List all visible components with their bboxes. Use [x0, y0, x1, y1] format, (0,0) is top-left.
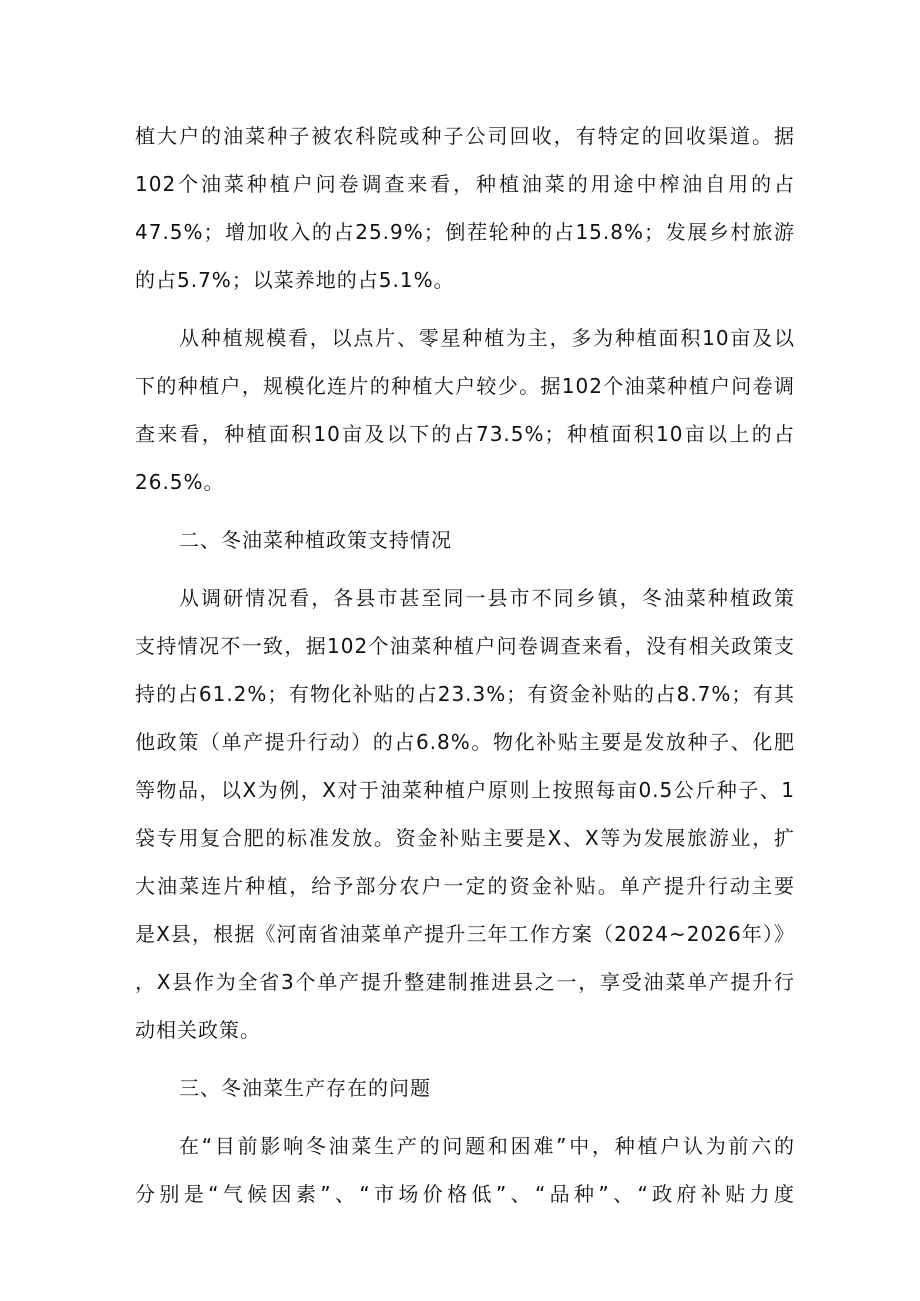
- text-line: 26.5%。: [135, 470, 225, 494]
- paragraph-oil-use: [135, 112, 795, 304]
- text-line: 等物品，以X为例，X对于油菜种植户原则上按照每亩0.5公斤种子、1: [135, 778, 795, 802]
- document-body: [135, 112, 795, 1218]
- text-line: 袋专用复合肥的标准发放。资金补贴主要是X、X等为发展旅游业，扩: [135, 826, 795, 850]
- paragraph-planting-scale: [135, 314, 795, 506]
- text-line: 102个油菜种植户问卷调查来看，种植油菜的用途中榨油自用的占: [135, 172, 795, 196]
- text-line: 的占5.7%；以菜养地的占5.1%。: [135, 268, 455, 292]
- section-heading-problems: 三、冬油菜生产存在的问题: [179, 1076, 431, 1100]
- paragraph-policy-support: [135, 574, 795, 1054]
- text-line: 查来看，种植面积10亩及以下的占73.5%；种植面积10亩以上的占: [135, 422, 795, 446]
- text-line: 下的种植户，规模化连片的种植大户较少。据102个油菜种植户问卷调: [135, 374, 795, 398]
- paragraph-problems: [135, 1122, 795, 1218]
- text-line: 在“目前影响冬油菜生产的问题和困难”中，种植户认为前六的: [179, 1134, 795, 1158]
- text-line: 从调研情况看，各县市甚至同一县市不同乡镇，冬油菜种植政策: [179, 586, 795, 610]
- text-line: 支持情况不一致，据102个油菜种植户问卷调查来看，没有相关政策支: [135, 634, 795, 658]
- text-line: 大油菜连片种植，给予部分农户一定的资金补贴。单产提升行动主要: [135, 874, 795, 898]
- text-line: 从种植规模看，以点片、零星种植为主，多为种植面积10亩及以: [179, 326, 795, 350]
- text-line: 是X县，根据《河南省油菜单产提升三年工作方案（2024~2026年）》: [135, 922, 795, 946]
- text-line: ，X县作为全省3个单产提升整建制推进县之一，享受油菜单产提升行: [135, 970, 795, 994]
- section-heading-policy-support: 二、冬油菜种植政策支持情况: [179, 528, 452, 552]
- text-line: 分别是“气候因素”、“市场价格低”、“品种”、“政府补贴力度: [135, 1182, 795, 1206]
- text-line: 47.5%；增加收入的占25.9%；倒茬轮种的占15.8%；发展乡村旅游: [135, 220, 795, 244]
- text-line: 持的占61.2%；有物化补贴的占23.3%；有资金补贴的占8.7%；有其: [135, 682, 795, 706]
- text-line: 植大户的油菜种子被农科院或种子公司回收，有特定的回收渠道。据: [135, 124, 795, 148]
- text-line: 动相关政策。: [135, 1018, 261, 1042]
- text-line: 他政策（单产提升行动）的占6.8%。物化补贴主要是发放种子、化肥: [135, 730, 795, 754]
